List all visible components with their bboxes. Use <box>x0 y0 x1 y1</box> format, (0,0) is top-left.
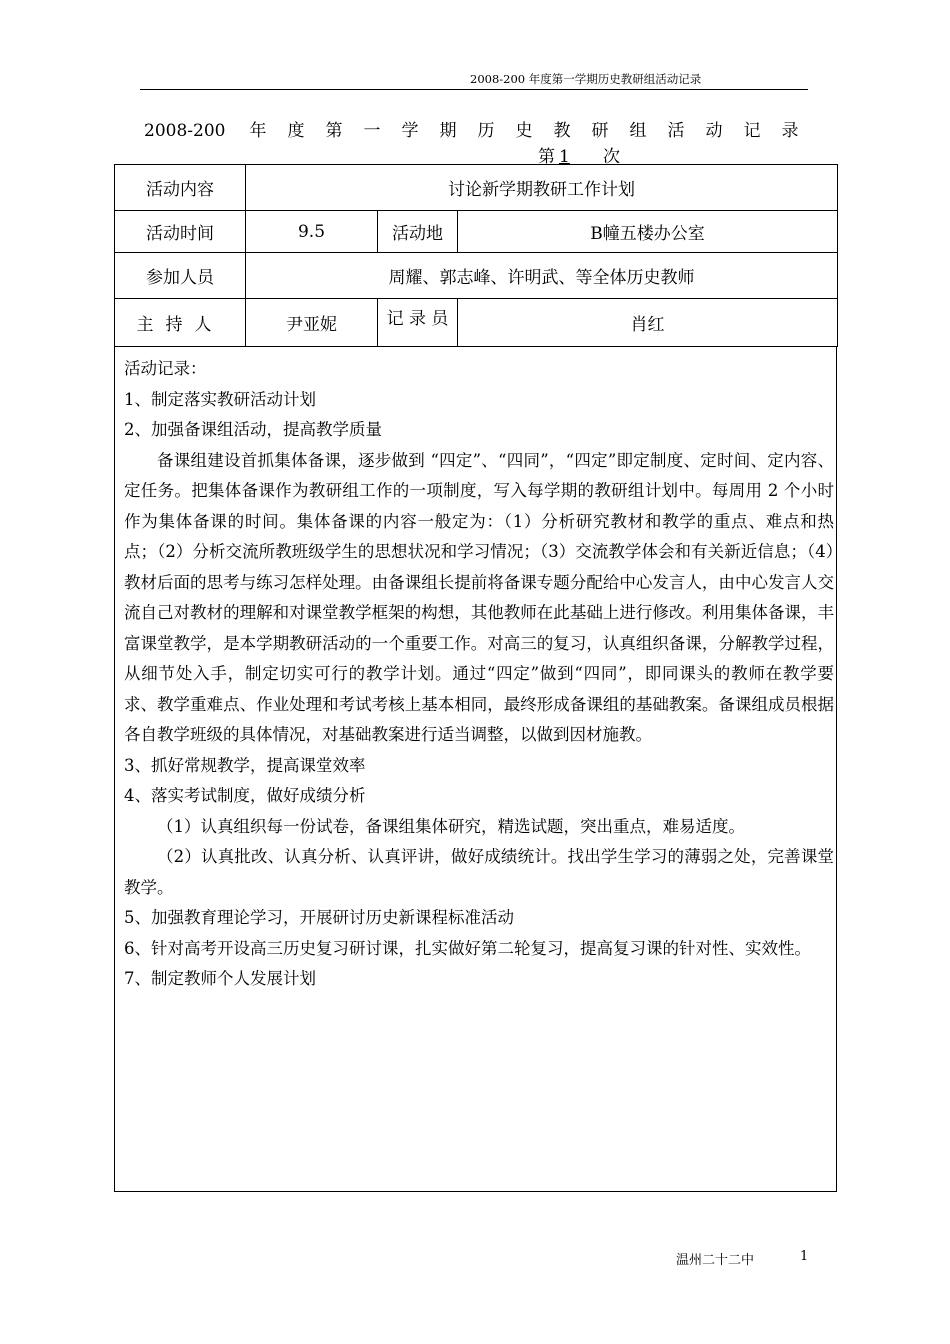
row-content <box>115 165 838 211</box>
session-prefix: 第 <box>538 147 555 167</box>
participants-value: 周耀、郭志峰、许明武、等全体历史教师 <box>246 253 838 299</box>
participants-label: 参加人员 <box>115 253 246 299</box>
record-subitem-1: （1）认真组织每一份试卷，备课组集体研究，精选试题，突出重点，难易适度。 <box>157 816 745 836</box>
record-item-7: 7、制定教师个人发展计划 <box>124 969 316 988</box>
title-year: 2008-200 <box>144 121 226 141</box>
content-label: 活动内容 <box>115 165 246 211</box>
row-time <box>115 211 838 253</box>
record-item-2: 2、加强备课组活动，提高教学质量 <box>124 420 382 439</box>
recorder-value: 肖红 <box>458 299 838 347</box>
record-subitem-2: （2）认真批改、认真分析、认真评讲，做好成绩统计。找出学生学习的薄弱之处，完善课堂教学。 <box>124 847 834 897</box>
record-item-4: 4、落实考试制度，做好成绩分析 <box>124 786 366 805</box>
running-header: 2008-200 年度第一学期历史教研组活动记录 <box>470 72 702 86</box>
records-content <box>124 354 834 995</box>
activity-info-table <box>114 164 838 347</box>
record-item-5: 5、加强教育理论学习，开展研讨历史新课程标准活动 <box>124 908 514 927</box>
page-number: 1 <box>800 1249 809 1264</box>
record-item-6: 6、针对高考开设高三历史复习研讨课，扎实做好第二轮复习，提高复习课的针对性、实效性。 <box>124 938 811 958</box>
place-value: B幢五楼办公室 <box>458 211 838 253</box>
recorder-label: 记 录 员 <box>378 299 458 347</box>
record-item-3: 3、抓好常规教学，提高课堂效率 <box>124 755 366 775</box>
activity-records-box <box>114 346 837 1192</box>
time-value: 9.5 <box>246 211 378 253</box>
content-value: 讨论新学期教研工作计划 <box>246 165 838 211</box>
record-body-paragraph: 备课组建设首抓集体备课，逐步做到 “四定”、“四同”，“四定”即定制度、定时间、定内容、定任务。把集体备课作为教研组工作的一项制度，写入每学期的教研组计划中。每周用 2 个小时作为集体备课的时间。集体备课的内容一般定为：（1）分析研究教材和教学的重点、难点和热点；（2）分析交流所教班级学生的思想状况和学习情况；（3）交流教学体会和有关新近信息；（4）教材后面的思考与练习怎样处理。由备课组长提前将备课专题分配给中心发言人，由中心发言人交流自己对教材的理解和对课堂教学框架的构想，其他教师在此基础上进行修改。利用集体备课，丰富课堂教学，是本学期教研活动的一个重要工作。对高三的复习，认真组织备课，分解教学过程，从细节处入手，制定切实可行的教学计划。通过“四定”做到“四同”，即同课头的教师在教学要求、教学重难点、作业处理和考试考核上基本相同，最终形成备课组的基础教案。备课组成员根据各自教学班级的具体情况，对基础教案进行适当调整，以做到因材施教。 <box>124 450 834 744</box>
records-heading: 活动记录： <box>124 359 207 378</box>
row-host <box>115 299 838 347</box>
title-text: 年度第一学期历史教研组活动记录 <box>249 121 820 141</box>
record-item-1: 1、制定落实教研活动计划 <box>124 389 316 409</box>
document-title <box>144 116 824 141</box>
session-number: 1 <box>559 147 570 167</box>
time-label: 活动时间 <box>115 211 246 253</box>
header-rule <box>140 89 808 90</box>
row-participants <box>115 253 838 299</box>
host-value: 尹亚妮 <box>246 299 378 347</box>
session-suffix: 次 <box>603 147 620 167</box>
host-label: 主持人 <box>115 299 246 347</box>
place-label: 活动地 <box>378 211 458 253</box>
footer-school-name: 温州二十二中 <box>676 1253 755 1268</box>
